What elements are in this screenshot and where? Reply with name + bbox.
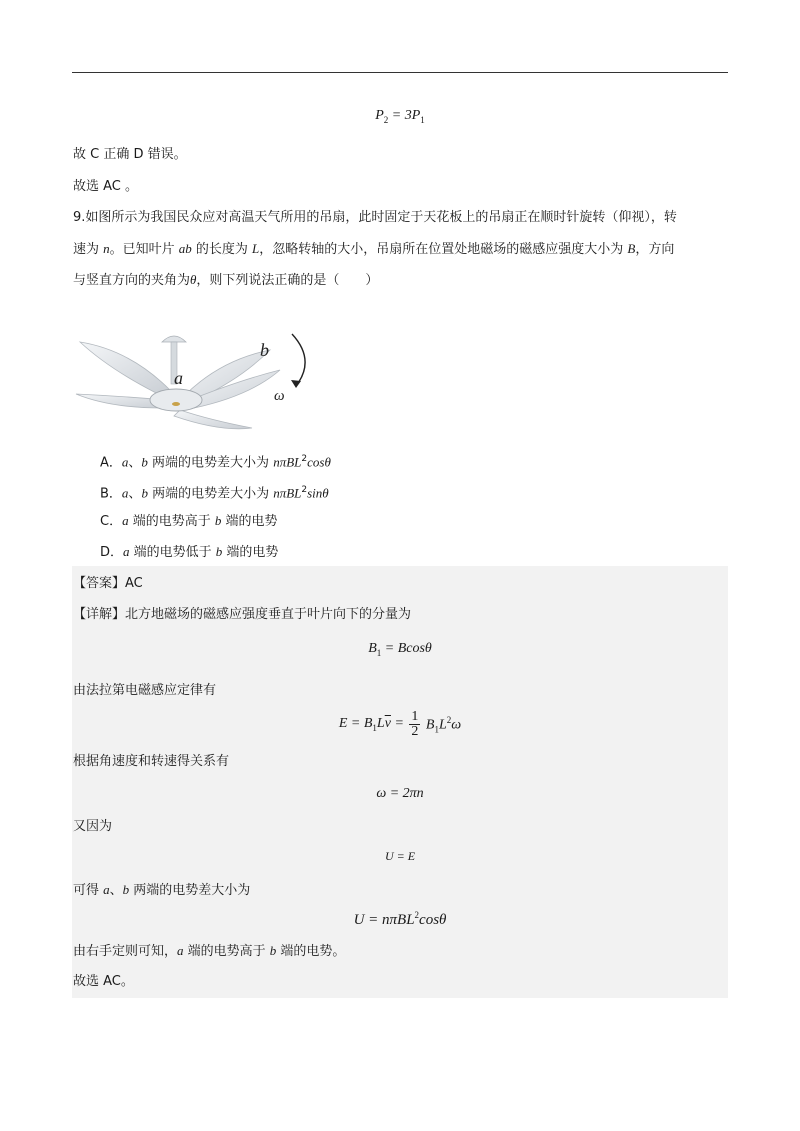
result-text	[73, 880, 250, 901]
eq-part: B	[425, 717, 435, 733]
answer-panel	[72, 566, 728, 998]
ceiling-fan-figure	[70, 320, 330, 438]
opt-formula-tail: sinθ	[307, 485, 329, 501]
fan-blade-1	[80, 342, 170, 396]
equation-emf	[72, 710, 728, 744]
answer-label: 【答案】	[73, 576, 126, 591]
frac-den: 2	[411, 724, 419, 739]
q-var-theta: θ	[190, 272, 197, 287]
equation-u	[72, 910, 728, 929]
final-answer-text: 故选 AC。	[73, 974, 134, 989]
opt-var: b	[214, 513, 222, 528]
equation-u-e	[72, 849, 728, 864]
rotation-arrow	[292, 334, 305, 386]
eq-part: U = nπBL	[353, 912, 415, 928]
detail-var: b	[122, 882, 130, 897]
detail-sep: 、	[109, 883, 123, 898]
question-line-2	[73, 239, 674, 260]
eq-part: B	[368, 641, 377, 656]
q-var-n: n	[103, 241, 110, 256]
eq-sub: 1	[372, 722, 377, 733]
answer-line	[73, 574, 143, 594]
q-text: ，忽略转轴的大小，吊扇所在位置处地磁场的磁感应强度大小为	[259, 242, 628, 257]
eq-vbar: $\overline{v}$	[384, 716, 391, 732]
detail-var: a	[103, 882, 110, 897]
fraction-half	[409, 710, 420, 739]
detail-text: 两端的电势差大小为	[129, 883, 251, 898]
eq-rhs-sub: 1	[420, 114, 425, 125]
opt-formula-tail: cosθ	[307, 454, 331, 470]
eq-lhs-sub: 2	[383, 114, 389, 125]
q-text: 。已知叶片	[109, 242, 179, 257]
detail-text: 可得	[73, 883, 104, 898]
option-text: 端的电势	[222, 545, 279, 560]
header-rule	[72, 72, 728, 73]
fan-canopy	[162, 336, 186, 342]
option-prefix: D．	[100, 545, 124, 560]
detail-label: 【详解】	[73, 607, 126, 622]
option-prefix: C．	[100, 514, 123, 529]
eq-part: U = E	[384, 849, 416, 863]
fan-blade-5	[174, 410, 252, 429]
eq-part: = Bcosθ	[381, 641, 432, 656]
option-c[interactable]	[100, 511, 277, 532]
answer-value: AC	[125, 576, 143, 591]
eq-sub: 1	[434, 724, 439, 735]
opt-var: b	[215, 544, 223, 559]
detail-text: 由右手定则可知，	[73, 944, 178, 959]
opt-sup: 2	[301, 485, 308, 495]
eq-part: L	[438, 717, 447, 733]
equation-p2	[72, 108, 728, 125]
opt-formula: nπBL	[273, 485, 302, 501]
fan-hub	[172, 402, 180, 406]
eq-part: cosθ	[419, 912, 447, 928]
option-prefix: B．	[100, 486, 122, 502]
option-text: 端的电势高于	[128, 514, 215, 529]
eq-sub: 1	[376, 647, 382, 658]
label-a: a	[174, 368, 183, 388]
detail-text: 北方地磁场的磁感应强度垂直于叶片向下的分量为	[125, 607, 412, 622]
option-text: 两端的电势差大小为	[147, 455, 274, 471]
option-text: 两端的电势差大小为	[147, 486, 274, 502]
option-b[interactable]	[100, 480, 329, 504]
opt-var: b	[141, 485, 148, 501]
prev-answer: 故选 AC 。	[73, 179, 139, 194]
equation-omega	[72, 786, 728, 802]
frac-num: 1	[411, 709, 419, 724]
opt-var: a	[121, 454, 129, 470]
omega-relation-text: 根据角速度和转速得关系有	[73, 754, 230, 769]
eq-part: L	[376, 716, 385, 732]
detail-text: 端的电势高于	[183, 944, 270, 959]
eq-part: =	[390, 716, 404, 732]
q-text: 的长度为	[191, 242, 253, 257]
opt-sup: 2	[301, 454, 308, 464]
equation-b1	[72, 641, 728, 658]
q-var-B: B	[627, 241, 636, 256]
eq-sup: 2	[414, 910, 420, 920]
q-var-ab: ab	[178, 241, 192, 256]
eq-part: ω	[451, 717, 462, 733]
right-hand-rule-text	[73, 941, 345, 962]
opt-formula: nπBL	[273, 454, 302, 470]
q-var-L: L	[252, 241, 260, 256]
prev-conclusion: 故 C 正确 D 错误。	[73, 147, 187, 162]
detail-intro	[73, 605, 411, 625]
option-text: 端的电势	[221, 514, 278, 529]
opt-var: a	[122, 513, 129, 528]
option-text: 端的电势低于	[129, 545, 216, 560]
detail-var: a	[177, 943, 184, 958]
opt-var: a	[123, 544, 130, 559]
eq-rhs: = 3P	[388, 108, 421, 123]
eq-sup: 2	[446, 714, 452, 725]
because-text: 又因为	[73, 819, 113, 834]
fan-motor	[150, 389, 202, 411]
q-text: ，方向	[635, 242, 675, 257]
eq-part: E = B	[338, 716, 373, 732]
detail-text: 端的电势。	[276, 944, 346, 959]
arrow-head-icon	[291, 380, 301, 388]
opt-sep: 、	[128, 455, 142, 471]
option-d[interactable]	[100, 542, 278, 563]
question-line-1: 9.如图所示为我国民众应对高温天气所用的吊扇，此时固定于天花板上的吊扇正在顺时针旋转（仰视），转	[73, 210, 677, 225]
q-text: 速为	[73, 242, 104, 257]
opt-var: b	[141, 454, 148, 470]
faraday-text: 由法拉第电磁感应定律有	[73, 683, 217, 698]
q-text: 与竖直方向的夹角为	[73, 273, 191, 288]
eq-part: ω = 2πn	[376, 786, 424, 801]
label-b: b	[260, 340, 269, 360]
detail-var: b	[269, 943, 277, 958]
q-text: ，则下列说法正确的是（ ）	[196, 273, 379, 288]
opt-sep: 、	[128, 486, 142, 502]
eq-lhs: P	[375, 108, 384, 123]
opt-var: a	[121, 485, 129, 501]
option-a[interactable]	[100, 449, 331, 473]
option-prefix: A．	[100, 455, 122, 471]
label-omega: ω	[274, 388, 285, 404]
question-line-3	[73, 270, 378, 291]
